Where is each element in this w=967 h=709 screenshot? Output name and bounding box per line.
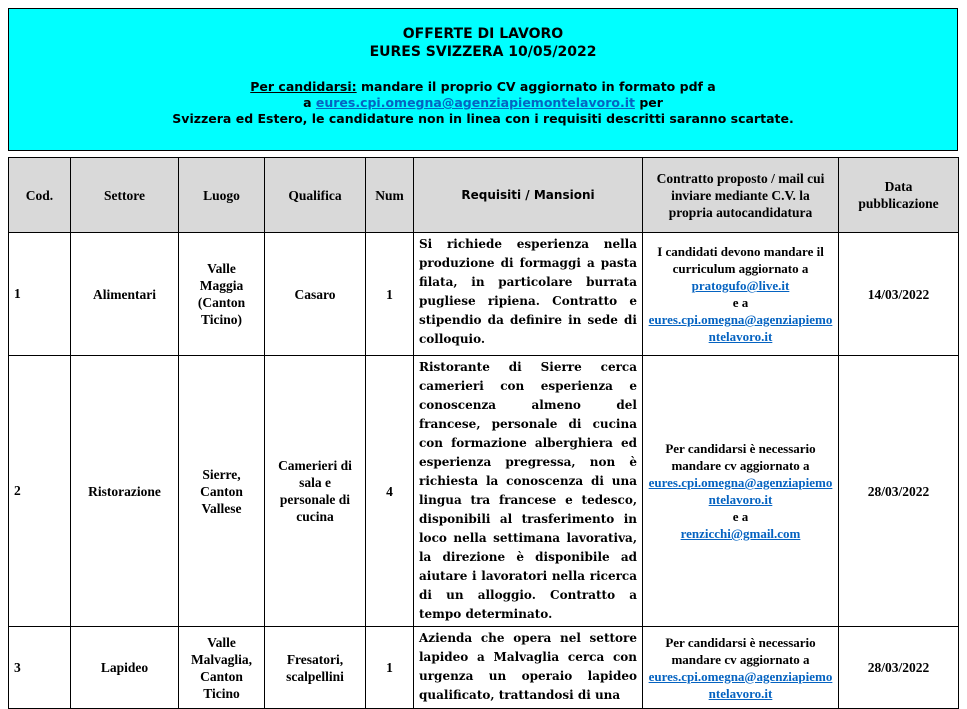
page-subtitle: EURES SVIZZERA 10/05/2022 — [369, 44, 597, 60]
cell-luogo: Valle Maggia (Canton Ticino) — [179, 233, 265, 356]
contact-email-link[interactable]: eures.cpi.omegna@agenziapiemontelavoro.it — [648, 475, 833, 507]
contact-and: e a — [732, 295, 749, 310]
table-row — [9, 233, 959, 356]
cell-requisiti: Si richiede esperienza nella produzione di formaggi a pasta filata, in particolare burrata pugliese ripiena. Contratto e stipendio da definire in sede di colloquio. — [414, 233, 643, 356]
table-row — [9, 356, 959, 627]
contact-email-link[interactable]: pratogufo@live.it — [691, 278, 790, 293]
cell-cod: 3 — [9, 627, 71, 709]
contact-email-link[interactable]: eures.cpi.omegna@agenziapiemontelavoro.it — [648, 312, 833, 344]
apply-email-link[interactable]: eures.cpi.omegna@agenziapiemontelavoro.it — [315, 95, 635, 110]
cell-cod: 1 — [9, 233, 71, 356]
header-data: Data pubblicazione — [839, 158, 959, 233]
contact-text: Per candidarsi è necessario mandare cv aggiornato a — [665, 634, 816, 667]
apply-suffix: per — [634, 95, 663, 110]
cell-num: 4 — [366, 356, 414, 627]
cell-data: 14/03/2022 — [839, 233, 959, 356]
header-qualifica: Qualifica — [265, 158, 366, 233]
header-settore: Settore — [71, 158, 179, 233]
cell-data: 28/03/2022 — [839, 356, 959, 627]
cell-qualifica: Casaro — [265, 233, 366, 356]
cell-num: 1 — [366, 627, 414, 709]
document-page — [8, 8, 958, 709]
cell-requisiti: Ristorante di Sierre cerca camerieri con esperienza e conoscenza almeno del francese, personale di cucina con formazione alberghiera ed esperienza pregressa, non è richiesta la conoscenza di una lingua tra francese e tedesco, disponibili al trasferimento in loco nella settimana lavorativa, la direzione è disponibile ad aiutare i lavoratori nella ricerca di un alloggio. Contratto a tempo determinato. — [414, 356, 643, 627]
contact-and: e a — [732, 509, 749, 524]
header-requisiti: Requisiti / Mansioni — [414, 158, 643, 233]
table-header-row — [9, 158, 959, 233]
header-contratto: Contratto proposto / mail cui inviare mediante C.V. la propria autocandidatura — [643, 158, 839, 233]
apply-text-1: mandare il proprio CV aggiornato in formato pdf a — [356, 79, 716, 94]
cell-num: 1 — [366, 233, 414, 356]
cell-settore: Alimentari — [71, 233, 179, 356]
cell-contact — [643, 356, 839, 627]
apply-prefix: a — [303, 95, 316, 110]
header-cod: Cod. — [9, 158, 71, 233]
header-luogo: Luogo — [179, 158, 265, 233]
cell-settore: Ristorazione — [71, 356, 179, 627]
apply-instructions — [9, 79, 957, 127]
job-offers-table — [8, 157, 959, 709]
contact-email-link[interactable]: eures.cpi.omegna@agenziapiemontelavoro.it — [648, 668, 833, 701]
cell-contact — [643, 233, 839, 356]
cell-data: 28/03/2022 — [839, 627, 959, 709]
apply-text-3: Svizzera ed Estero, le candidature non in linea con i requisiti descritti saranno scartate. — [172, 111, 794, 126]
contact-text: I candidati devono mandare il curriculum aggiornato a — [657, 244, 824, 276]
cell-requisiti: Azienda che opera nel settore lapideo a Malvaglia cerca con urgenza un operaio lapideo qualificato, trattandosi di una — [414, 627, 643, 709]
cell-luogo: Sierre, Canton Vallese — [179, 356, 265, 627]
cell-luogo: Valle Malvaglia, Canton Ticino — [179, 627, 265, 709]
apply-label: Per candidarsi: — [250, 79, 357, 94]
header-banner — [8, 8, 958, 151]
cell-contact — [643, 627, 839, 709]
header-num: Num — [366, 158, 414, 233]
table-row — [9, 627, 959, 709]
cell-cod: 2 — [9, 356, 71, 627]
contact-text: Per candidarsi è necessario mandare cv aggiornato a — [665, 441, 816, 473]
cell-qualifica: Fresatori, scalpellini — [265, 627, 366, 709]
cell-qualifica: Camerieri di sala e personale di cucina — [265, 356, 366, 627]
contact-email-link[interactable]: renzicchi@gmail.com — [680, 526, 801, 541]
page-title: OFFERTE DI LAVORO — [402, 26, 564, 42]
cell-settore: Lapideo — [71, 627, 179, 709]
